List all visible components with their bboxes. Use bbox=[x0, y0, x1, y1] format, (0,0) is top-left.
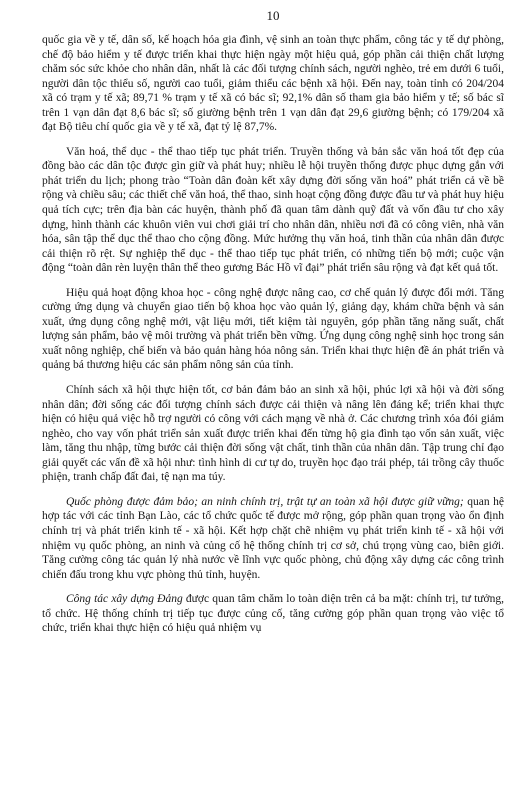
paragraph-party-building bbox=[42, 592, 504, 636]
paragraph-text: được quan tâm chăm lo toàn diện trên cả ba mặt: chính trị, tư tưởng, tổ chức. Hệ thống chính trị tiếp tục được củng cố, tăng cường góp phần quan trọng vào việc tổ chức, triển khai thực hiện có hiệu quả nhiệm vụ bbox=[42, 593, 504, 635]
paragraph-health bbox=[42, 33, 504, 135]
paragraph-culture-sports bbox=[42, 145, 504, 276]
paragraph-text: Hiệu quả hoạt động khoa học - công nghệ được nâng cao, cơ chế quản lý được đổi mới. Tăng cường ứng dụng và chuyển giao tiến bộ khoa học vào quản lý, giảng dạy, khám chữa bệnh và sản xuất, ứng dụng công nghệ mới, vật liệu mới, tiết kiệm tài nguyên, góp phần tăng năng suất, chất lượng sản phẩm, bảo vệ môi trường và phát triển bền vững. Ứng dụng công nghệ sinh học trong sản xuất nông nghiệp, chế biến và bảo quản hàng hóa nông sản. Triển khai thực hiện đề án phát triển và quảng bá thương hiệu các sản phẩm nông sản của tỉnh. bbox=[42, 286, 504, 372]
paragraph-text: quan hệ hợp tác với các tỉnh Bạn Lào, các tổ chức quốc tế được mở rộng, góp phần quan trọng vào ổn định chính trị và phát triển kinh tế - xã hội. Kết hợp chặt chẽ nhiệm vụ phát triển kinh tế - xã hội với nhiệm vụ quốc phòng, an ninh và củng cố hệ thống chính trị cơ sở, chú trọng vùng cao, biên giới. Tăng cường công tác quản lý nhà nước về lĩnh vực quốc phòng, chủ động xây dựng các công trình chiến đấu trong khu vực phòng thủ tỉnh, huyện. bbox=[42, 495, 504, 581]
paragraph-social-policy bbox=[42, 383, 504, 485]
paragraph-defense-security bbox=[42, 495, 504, 582]
paragraph-lead-italic: Quốc phòng được đảm bảo; an ninh chính trị, trật tự an toàn xã hội được giữ vững; bbox=[66, 495, 464, 508]
paragraph-text: quốc gia về y tế, dân số, kế hoạch hóa gia đình, vệ sinh an toàn thực phẩm, công tác y tế dự phòng, chế độ bảo hiểm y tế được triển khai thực hiện ngày một hiệu quả, góp phần cải thiện chất lượng chăm sóc sức khỏe cho nhân dân, nhất là các đối tượng chính sách, người nghèo, trẻ em dưới 6 tuổi, người dân tộc thiểu số, người cao tuổi, giảm thiểu các bệnh xã hội. Đến nay, toàn tỉnh có 204/204 xã có trạm y tế xã; 89,71 % trạm y tế xã có bác sĩ; 92,1% dân số tham gia bảo hiểm y tế; số bác sĩ trên 1 vạn dân đạt 8,6 bác sĩ; số giường bệnh trên 1 vạn dân đạt 29,6 giường bệnh; có 179/204 xã đạt Bộ tiêu chí quốc gia về y tế xã, đạt tỷ lệ 87,7%. bbox=[42, 34, 504, 134]
paragraph-text: Văn hoá, thể dục - thể thao tiếp tục phát triển. Truyền thống và bản sắc văn hoá tốt đẹp của đồng bào các dân tộc được gìn giữ và phát huy; nhiều lễ hội truyền thống được phục dựng gắn với phát triển du lịch; phong trào “Toàn dân đoàn kết xây dựng đời sống văn hoá” phát triển cả về bề rộng và chiều sâu; các thiết chế văn hoá, thể thao, sinh hoạt cộng đồng được đầu tư và phát huy hiệu quả tích cực; trên địa bàn các huyện, thành phố đã quan tâm dành quỹ đất và vốn đầu tư cho xây dựng, hình thành các khuôn viên vui chơi giải trí cho nhân dân, nhiều nơi đã có công viên, nhà văn hóa, sân tập thể dục thể thao cho cộng đồng. Mức hưởng thụ văn hoá, tinh thần của nhân dân được cải thiện rõ rệt. Sự nghiệp thể dục - thể thao tiếp tục phát triển, có những tiến bộ mới; cuộc vận động “toàn dân rèn luyện thân thể theo gương Bác Hồ vĩ đại” phát triển sâu rộng và đạt kết quả tốt. bbox=[42, 145, 504, 275]
paragraph-lead-italic: Công tác xây dựng Đảng bbox=[66, 593, 183, 606]
paragraph-science-technology bbox=[42, 286, 504, 373]
paragraph-text: Chính sách xã hội thực hiện tốt, cơ bản đảm bảo an sinh xã hội, phúc lợi xã hội và đời sống nhân dân; đời sống các đối tượng chính sách được cải thiện và nâng lên đáng kể; triển khai thực hiện có hiệu quả việc hỗ trợ người có công với cách mạng về nhà ở. Các chương trình xóa đói giảm nghèo, cho vay vốn phát triển sản xuất được triển khai đến từng hộ gia đình tạo vốn sản xuất, việc làm, tăng thu nhập, từng bước cải thiện đời sống vật chất, tinh thần của nhân dân. Tập trung chỉ đạo giải quyết các vấn đề xã hội như: tình hình di cư tự do, truyền học đạo trái phép, tái trồng cây thuốc phiện, tranh chấp đất đai, tệ nạn ma túy. bbox=[42, 384, 504, 484]
page-number: 10 bbox=[266, 8, 280, 23]
